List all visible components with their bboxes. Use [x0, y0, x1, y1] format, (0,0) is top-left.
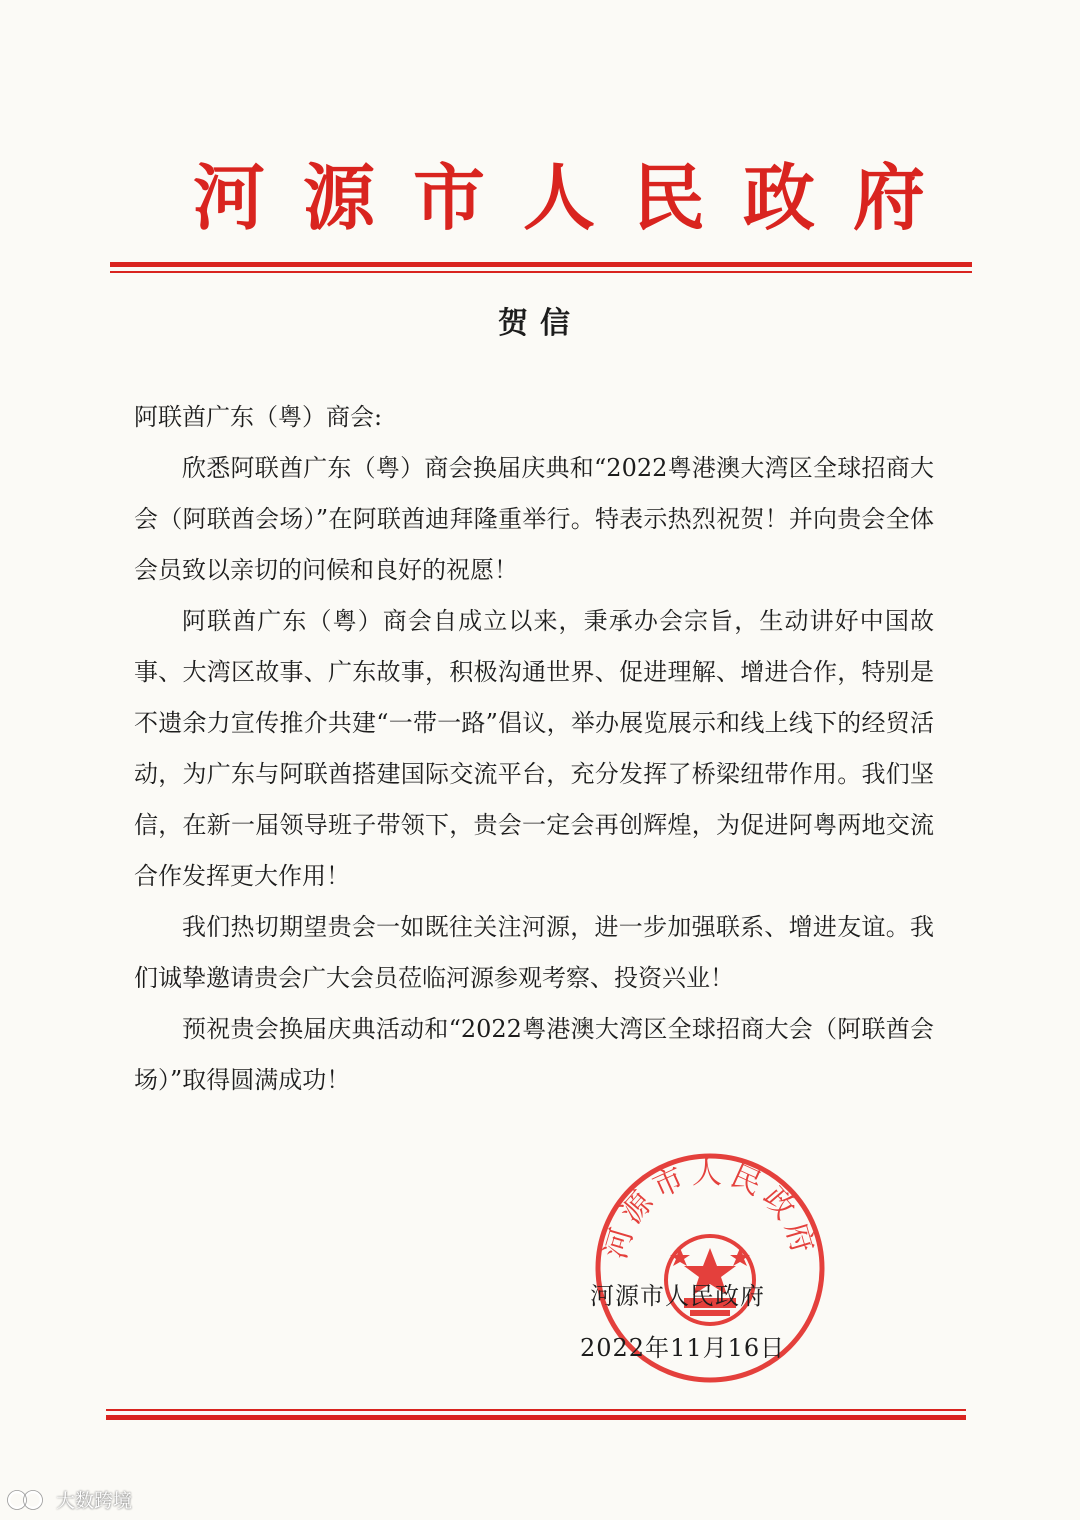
svg-text:河源市人民政府: [598, 1156, 821, 1263]
watermark: [6, 1486, 132, 1513]
watermark-logo-icon: [6, 1487, 50, 1513]
salutation: 阿联酋广东（粤）商会:: [134, 403, 383, 431]
paragraph-1: 欣悉阿联酋广东（粤）商会换届庆典和“2022粤港澳大湾区全球招商大会（阿联酋会场）”在阿联酋迪拜隆重举行。特表示热烈祝贺！并向贵会全体会员致以亲切的问候和良好的祝愿！: [134, 454, 934, 584]
footer-rule-thin: [106, 1409, 966, 1411]
letterhead-title: 河源市人民政府: [192, 155, 963, 240]
seal-text: 河源市人民政府: [598, 1155, 822, 1263]
paragraph-3: 我们热切期望贵会一如既往关注河源，进一步加强联系、增进友谊。我们诚挚邀请贵会广大会员莅临河源参观考察、投资兴业！: [134, 913, 934, 992]
signature-date: 2022年11月16日: [580, 1334, 786, 1362]
paragraph-4: 预祝贵会换届庆典活动和“2022粤港澳大湾区全球招商大会（阿联酋会场）”取得圆满成功！: [134, 1015, 934, 1094]
document-title: 贺信: [498, 306, 582, 341]
paragraph-2: 阿联酋广东（粤）商会自成立以来，秉承办会宗旨，生动讲好中国故事、大湾区故事、广东故事，积极沟通世界、促进理解、增进合作，特别是不遗余力宣传推介共建“一带一路”倡议，举办展览展示和线上线下的经贸活动，为广东与阿联酋搭建国际交流平台，充分发挥了桥梁纽带作用。我们坚信，在新一届领导班子带领下，贵会一定会再创辉煌，为促进阿粤两地交流合作发挥更大作用！: [134, 607, 934, 890]
watermark-text: 大数跨境: [56, 1490, 133, 1512]
footer-rule-thick: [106, 1415, 966, 1420]
letter-body: [134, 392, 934, 1106]
signer-name: 河源市人民政府: [590, 1282, 765, 1310]
header-rule-thin: [110, 271, 972, 273]
header-rule-thick: [110, 262, 972, 267]
